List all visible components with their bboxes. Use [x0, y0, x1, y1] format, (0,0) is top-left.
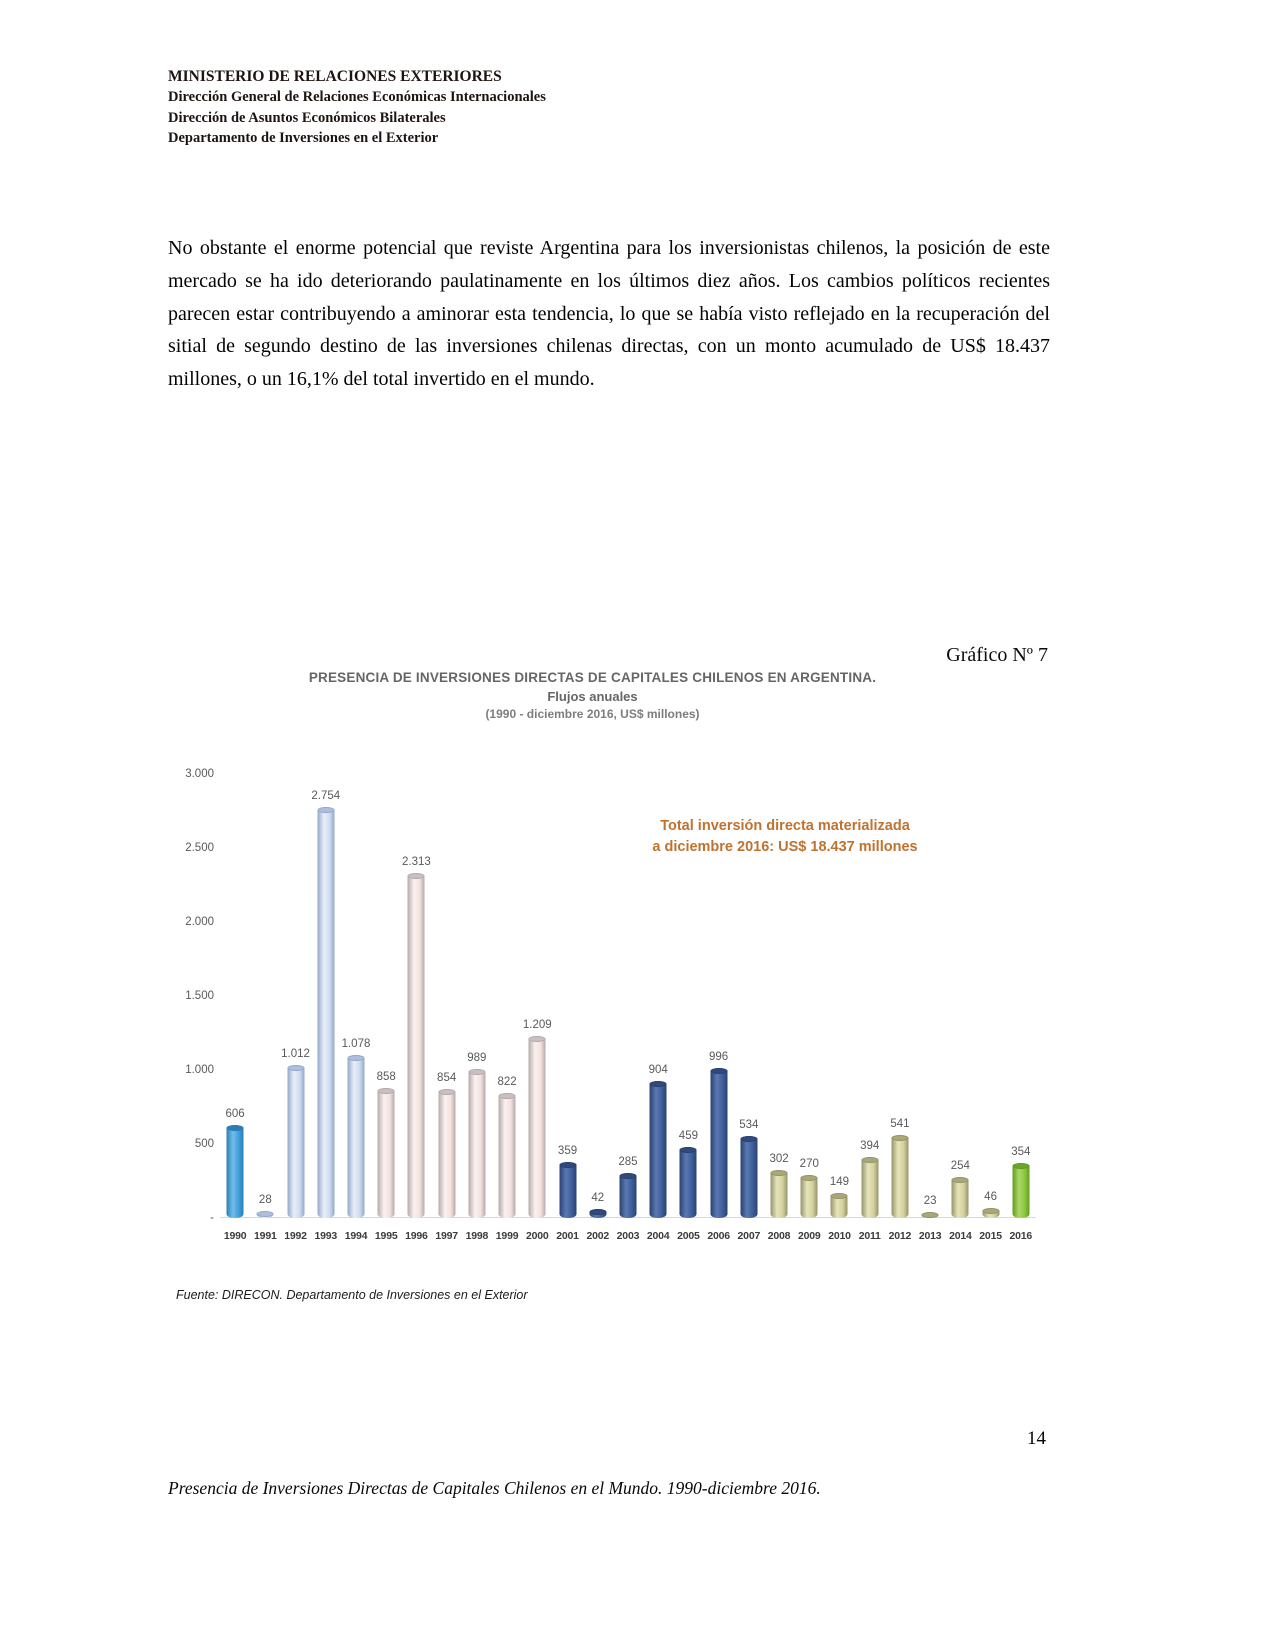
- bar-value-label: 904: [648, 1064, 668, 1076]
- bar-value-label: 46: [984, 1191, 997, 1203]
- bar-top-cap: [438, 1089, 455, 1095]
- y-axis-tick-label: -: [210, 1212, 214, 1224]
- bar-slot-1990: [220, 730, 250, 1218]
- bar-1992: [287, 1068, 304, 1218]
- bar-slot-2004: [643, 730, 673, 1218]
- x-axis-label-2011: 2011: [858, 1230, 881, 1242]
- bar-2002: [589, 1212, 606, 1218]
- bar-slot-2009: [794, 730, 824, 1218]
- bar-value-label: 822: [497, 1076, 517, 1088]
- bar-slot-1991: [250, 730, 280, 1218]
- bar-slot-1996: [401, 730, 431, 1218]
- footer-document-title: Presencia de Inversiones Directas de Capitales Chilenos en el Mundo. 1990-diciembre 2016.: [168, 1478, 821, 1498]
- x-axis-label-1999: 1999: [495, 1230, 519, 1242]
- y-axis-tick-label: 2.000: [185, 916, 214, 928]
- x-axis-label-1994: 1994: [344, 1230, 368, 1242]
- bar-top-cap: [499, 1093, 516, 1099]
- y-axis-tick-label: 1.500: [185, 990, 214, 1002]
- bar-slot-2013: [915, 730, 945, 1218]
- x-axis: [220, 1230, 1036, 1242]
- bar-value-label: 254: [950, 1160, 970, 1172]
- bar-slot-2007: [734, 730, 764, 1218]
- bar-top-cap: [982, 1208, 999, 1214]
- bar-top-cap: [347, 1055, 364, 1061]
- bar-2006: [710, 1071, 727, 1218]
- bar-1991: [257, 1214, 274, 1218]
- y-axis-tick-label: 2.500: [185, 842, 214, 854]
- x-axis-label-2006: 2006: [707, 1230, 730, 1242]
- bar-top-cap: [740, 1136, 757, 1142]
- bar-slot-2015: [975, 730, 1005, 1218]
- bar-top-cap: [227, 1125, 244, 1131]
- bar-top-cap: [287, 1065, 304, 1071]
- bar-1990: [227, 1128, 244, 1218]
- bar-2008: [771, 1173, 788, 1218]
- bar-2000: [529, 1039, 546, 1218]
- bar-top-cap: [619, 1173, 636, 1179]
- x-axis-label-2014: 2014: [949, 1230, 972, 1242]
- figure-caption: Gráfico Nº 7: [946, 644, 1048, 666]
- bar-slot-2006: [704, 730, 734, 1218]
- x-axis-label-2003: 2003: [616, 1230, 640, 1242]
- bar-value-label: 28: [258, 1194, 272, 1206]
- bar-value-label: 606: [225, 1108, 245, 1120]
- letterhead-line-2: Dirección General de Relaciones Económicas Internacionales: [168, 89, 546, 105]
- x-axis-label-1998: 1998: [465, 1230, 489, 1242]
- x-axis-label-2009: 2009: [797, 1230, 821, 1242]
- chart-header: [170, 670, 1015, 721]
- bar-value-label: 359: [557, 1145, 578, 1157]
- x-axis-label-2013: 2013: [918, 1230, 942, 1242]
- bar-value-label: 1.012: [281, 1048, 310, 1060]
- bar-2014: [952, 1180, 969, 1218]
- bar-top-cap: [408, 873, 425, 879]
- y-axis-tick-label: 1.000: [185, 1064, 214, 1076]
- bar-2004: [650, 1084, 667, 1218]
- letterhead: [168, 66, 546, 149]
- bar-value-label: 459: [678, 1130, 698, 1142]
- bar-top-cap: [378, 1088, 395, 1094]
- letterhead-line-4: Departamento de Inversiones en el Exterior: [168, 130, 439, 146]
- bar-slot-1993: [311, 730, 341, 1218]
- bar-2005: [680, 1150, 697, 1218]
- x-axis-label-2010: 2010: [828, 1230, 851, 1242]
- bar-slot-2014: [945, 730, 975, 1218]
- y-axis-tick-label: 3.000: [185, 768, 214, 780]
- letterhead-line-1: MINISTERIO DE RELACIONES EXTERIORES: [168, 68, 502, 85]
- bar-slot-2003: [613, 730, 643, 1218]
- bar-2001: [559, 1165, 576, 1218]
- bar-value-label: 996: [709, 1051, 729, 1063]
- bar-slot-2011: [855, 730, 885, 1218]
- bar-value-label: 1.078: [341, 1038, 371, 1050]
- bar-2013: [922, 1215, 939, 1218]
- y-axis-tick-label: 500: [194, 1138, 214, 1150]
- x-axis-label-2015: 2015: [979, 1230, 1002, 1242]
- bar-value-label: 23: [923, 1195, 937, 1207]
- bar-top-cap: [861, 1157, 878, 1163]
- bar-value-label: 2.754: [311, 790, 341, 802]
- bar-top-cap: [922, 1212, 939, 1218]
- bar-value-label: 989: [467, 1052, 487, 1064]
- x-axis-label-1992: 1992: [284, 1230, 307, 1242]
- bar-value-label: 854: [437, 1072, 457, 1084]
- bar-top-cap: [589, 1209, 606, 1215]
- bar-top-cap: [952, 1177, 969, 1183]
- bar-slot-2000: [522, 730, 552, 1218]
- chart-subtitle-range: (1990 - diciembre 2016, US$ millones): [485, 707, 700, 721]
- annotation-line-2: a diciembre 2016: US$ 18.437 millones: [652, 839, 918, 855]
- chart-subtitle: Flujos anuales: [547, 689, 638, 704]
- chart-source: Fuente: DIRECON. Departamento de Inversiones en el Exterior: [176, 1288, 528, 1302]
- bar-slot-2016: [1006, 730, 1036, 1218]
- bar-value-label: 2.313: [402, 856, 431, 868]
- bar-value-label: 858: [376, 1071, 396, 1083]
- x-axis-label-2016: 2016: [1009, 1230, 1033, 1242]
- bar-top-cap: [891, 1135, 908, 1141]
- bar-value-label: 541: [890, 1118, 910, 1130]
- bar-slot-2012: [885, 730, 915, 1218]
- bar-2011: [861, 1160, 878, 1218]
- bar-2003: [619, 1176, 636, 1218]
- x-axis-label-1997: 1997: [435, 1230, 458, 1242]
- x-axis-label-1991: 1991: [254, 1230, 277, 1242]
- bar-value-label: 270: [799, 1158, 819, 1170]
- bar-value-label: 149: [829, 1176, 850, 1188]
- bar-top-cap: [710, 1068, 727, 1074]
- bars-area: [220, 730, 1036, 1218]
- bar-slot-2008: [764, 730, 794, 1218]
- body-paragraph: No obstante el enorme potencial que reviste Argentina para los inversionistas chilenos, la posición de este mercado se ha ido deteriorando paulatinamente en los últimos diez años. Los cambios políticos recientes parecen estar contribuyendo a aminorar esta tendencia, lo que se había visto reflejado en la recuperación del sitial de segundo destino de las inversiones chilenas directas, con un monto acumulado de US$ 18.437 millones, o un 16,1% del total invertido en el mundo.: [168, 237, 1050, 391]
- bar-1993: [317, 810, 334, 1218]
- bar-value-label: 1.209: [522, 1019, 552, 1031]
- bar-2012: [891, 1138, 908, 1218]
- bar-1997: [438, 1092, 455, 1218]
- page-number: 14: [1027, 1428, 1046, 1449]
- bar-slot-1998: [462, 730, 492, 1218]
- bar-slot-2010: [824, 730, 854, 1218]
- bar-2007: [740, 1139, 757, 1218]
- bar-value-label: 394: [860, 1140, 880, 1152]
- bar-2016: [1012, 1166, 1029, 1218]
- bar-1996: [408, 876, 425, 1218]
- bar-slot-1992: [280, 730, 310, 1218]
- bar-top-cap: [801, 1175, 818, 1181]
- bar-slot-1999: [492, 730, 522, 1218]
- x-axis-label-2001: 2001: [556, 1230, 579, 1242]
- letterhead-line-3: Dirección de Asuntos Económicos Bilaterales: [168, 109, 446, 126]
- bar-slot-1995: [371, 730, 401, 1218]
- x-axis-label-1995: 1995: [374, 1230, 398, 1242]
- bar-top-cap: [559, 1162, 576, 1168]
- plot-area: [170, 730, 1050, 1250]
- x-axis-label-2005: 2005: [677, 1230, 700, 1242]
- bar-1998: [468, 1072, 485, 1218]
- bar-slot-2001: [552, 730, 582, 1218]
- bar-slot-1997: [432, 730, 462, 1218]
- bar-top-cap: [468, 1069, 485, 1075]
- bar-value-label: 534: [739, 1119, 759, 1131]
- chart-title: PRESENCIA DE INVERSIONES DIRECTAS DE CAPITALES CHILENOS EN ARGENTINA.: [308, 670, 877, 685]
- bar-top-cap: [529, 1036, 546, 1042]
- x-axis-label-2002: 2002: [586, 1230, 610, 1242]
- bar-slot-2005: [673, 730, 703, 1218]
- annotation-line-1: Total inversión directa materializada: [660, 818, 910, 834]
- bar-2015: [982, 1211, 999, 1218]
- bar-1994: [347, 1058, 364, 1218]
- bar-chart: [170, 668, 1050, 1308]
- x-axis-label-2012: 2012: [888, 1230, 912, 1242]
- bar-top-cap: [680, 1147, 697, 1153]
- x-axis-label-1996: 1996: [405, 1230, 428, 1242]
- x-axis-label-2007: 2007: [737, 1230, 761, 1242]
- bar-value-label: 354: [1011, 1146, 1031, 1158]
- bar-value-label: 42: [591, 1192, 605, 1204]
- bar-1995: [378, 1091, 395, 1218]
- bar-value-label: 302: [769, 1153, 789, 1165]
- x-axis-label-1993: 1993: [314, 1230, 338, 1242]
- bar-2010: [831, 1196, 848, 1218]
- bar-top-cap: [1012, 1163, 1029, 1169]
- bar-1999: [499, 1096, 516, 1218]
- x-axis-label-2000: 2000: [526, 1230, 549, 1242]
- bar-top-cap: [257, 1211, 274, 1217]
- bar-top-cap: [650, 1081, 667, 1087]
- bar-slot-1994: [341, 730, 371, 1218]
- bar-value-label: 285: [618, 1156, 638, 1168]
- x-axis-label-2008: 2008: [767, 1230, 791, 1242]
- bar-2009: [801, 1178, 818, 1218]
- bar-top-cap: [831, 1193, 848, 1199]
- x-axis-label-1990: 1990: [223, 1230, 247, 1242]
- bar-slot-2002: [583, 730, 613, 1218]
- x-axis-label-2004: 2004: [646, 1230, 670, 1242]
- bar-top-cap: [317, 807, 334, 813]
- bar-top-cap: [771, 1170, 788, 1176]
